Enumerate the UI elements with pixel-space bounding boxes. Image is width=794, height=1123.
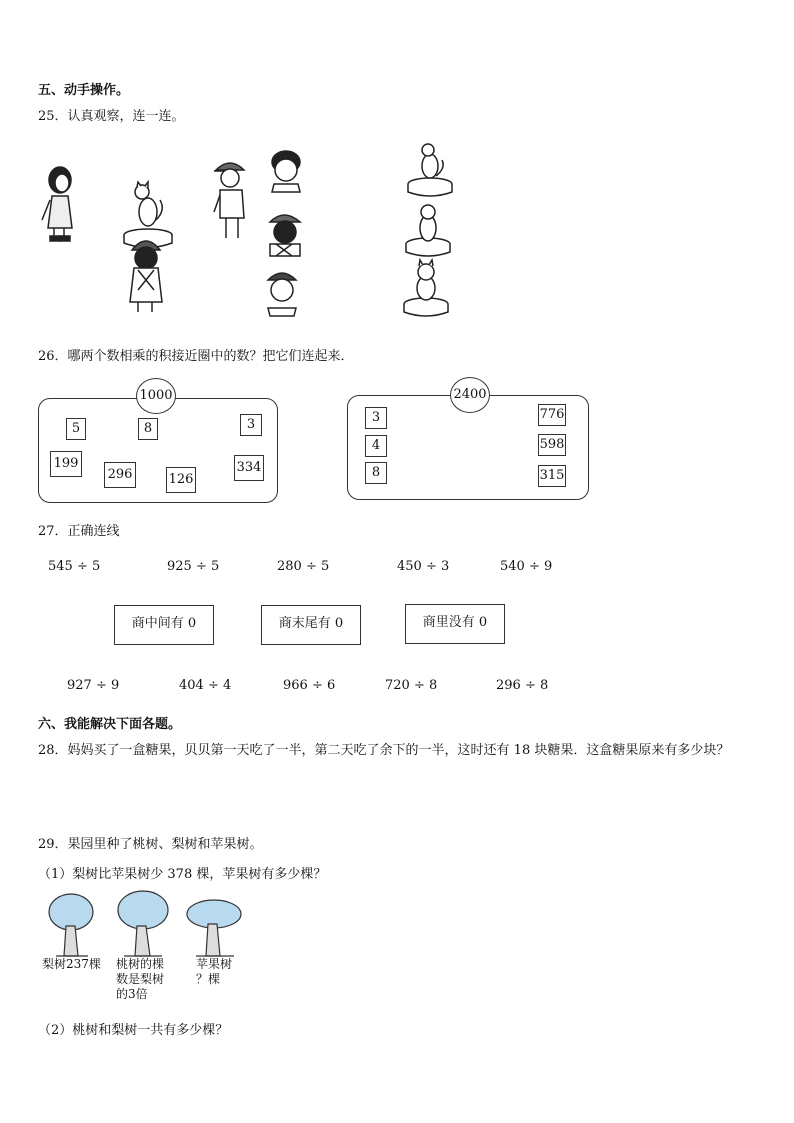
q26-right-number[interactable]: 4 (365, 435, 387, 457)
q27-bottom-expression[interactable]: 966 ÷ 6 (283, 678, 336, 693)
section-6-title: 六、我能解决下面各题。 (38, 717, 182, 732)
q27-bottom-expression[interactable]: 404 ÷ 4 (179, 678, 232, 693)
q26-left-number[interactable]: 5 (66, 418, 86, 440)
boy-with-cap-figure-icon (214, 163, 244, 238)
q27-top-expression[interactable]: 450 ÷ 3 (397, 559, 450, 574)
peach-tree-label: 桃树的棵数是梨树的3倍 (116, 957, 165, 1001)
q26-left-number[interactable]: 199 (50, 451, 82, 477)
q26-left-number[interactable]: 8 (138, 418, 158, 440)
q26-right-number[interactable]: 598 (538, 434, 566, 456)
cat-view-top-icon (408, 144, 452, 196)
q25-illustration (30, 140, 500, 325)
question-29-part-1: （1）梨树比苹果树少 378 棵，苹果树有多少棵？ (38, 867, 327, 882)
cat-view-middle-icon (406, 205, 450, 256)
question-27: 27．正确连线 (38, 524, 120, 539)
q26-right-number[interactable]: 8 (365, 462, 387, 484)
q26-left-number[interactable]: 3 (240, 414, 262, 436)
peach-tree-icon (118, 891, 168, 956)
q26-left-number[interactable]: 126 (166, 467, 196, 493)
apple-tree-icon (187, 900, 241, 956)
child-back-figure-icon (130, 241, 162, 312)
q26-right-number[interactable]: 776 (538, 404, 566, 426)
q27-bottom-expression[interactable]: 296 ÷ 8 (496, 678, 549, 693)
q27-category-box[interactable]: 商里没有 0 (405, 604, 505, 644)
q27-top-expression[interactable]: 540 ÷ 9 (500, 559, 553, 574)
cat-on-pedestal-icon (124, 182, 172, 248)
question-29: 29．果园里种了桃树、梨树和苹果树。 (38, 837, 263, 852)
q27-top-expression[interactable]: 280 ÷ 5 (277, 559, 330, 574)
q27-bottom-expression[interactable]: 720 ÷ 8 (385, 678, 438, 693)
section-5-title: 五、动手操作。 (38, 83, 130, 98)
child-cap-back-option-icon (270, 215, 300, 256)
q27-top-expression[interactable]: 925 ÷ 5 (167, 559, 220, 574)
pear-tree-icon (49, 894, 93, 956)
q27-bottom-expression[interactable]: 927 ÷ 9 (67, 678, 120, 693)
apple-tree-label: 苹果树 ？棵 (196, 957, 233, 986)
cat-view-bottom-icon (404, 260, 448, 316)
q27-category-box[interactable]: 商中间有 0 (114, 605, 214, 645)
question-29-part-2: （2）桃树和梨树一共有多少棵？ (38, 1023, 229, 1038)
q26-left-number[interactable]: 334 (234, 455, 264, 481)
q26-right-target: 2400 (450, 377, 490, 413)
girl-head-option-icon (272, 151, 300, 192)
q27-top-expression[interactable]: 545 ÷ 5 (48, 559, 101, 574)
boy-cap-front-option-icon (268, 273, 296, 316)
question-25: 25．认真观察，连一连。 (38, 109, 185, 124)
question-28: 28．妈妈买了一盒糖果，贝贝第一天吃了一半，第二天吃了余下的一半，这时还有 18 块糖果．这盒糖果原来有多少块？ (38, 743, 730, 758)
pear-tree-label: 梨树237棵 (42, 957, 101, 971)
q27-category-box[interactable]: 商末尾有 0 (261, 605, 361, 645)
girl-figure-icon (42, 167, 72, 241)
q26-right-number[interactable]: 3 (365, 407, 387, 429)
q26-left-target: 1000 (136, 378, 176, 414)
q26-right-number[interactable]: 315 (538, 465, 566, 487)
question-26: 26．哪两个数相乘的积接近圈中的数？把它们连起来． (38, 349, 354, 364)
q29-trees-illustration (38, 890, 248, 960)
q26-left-number[interactable]: 296 (104, 462, 136, 488)
